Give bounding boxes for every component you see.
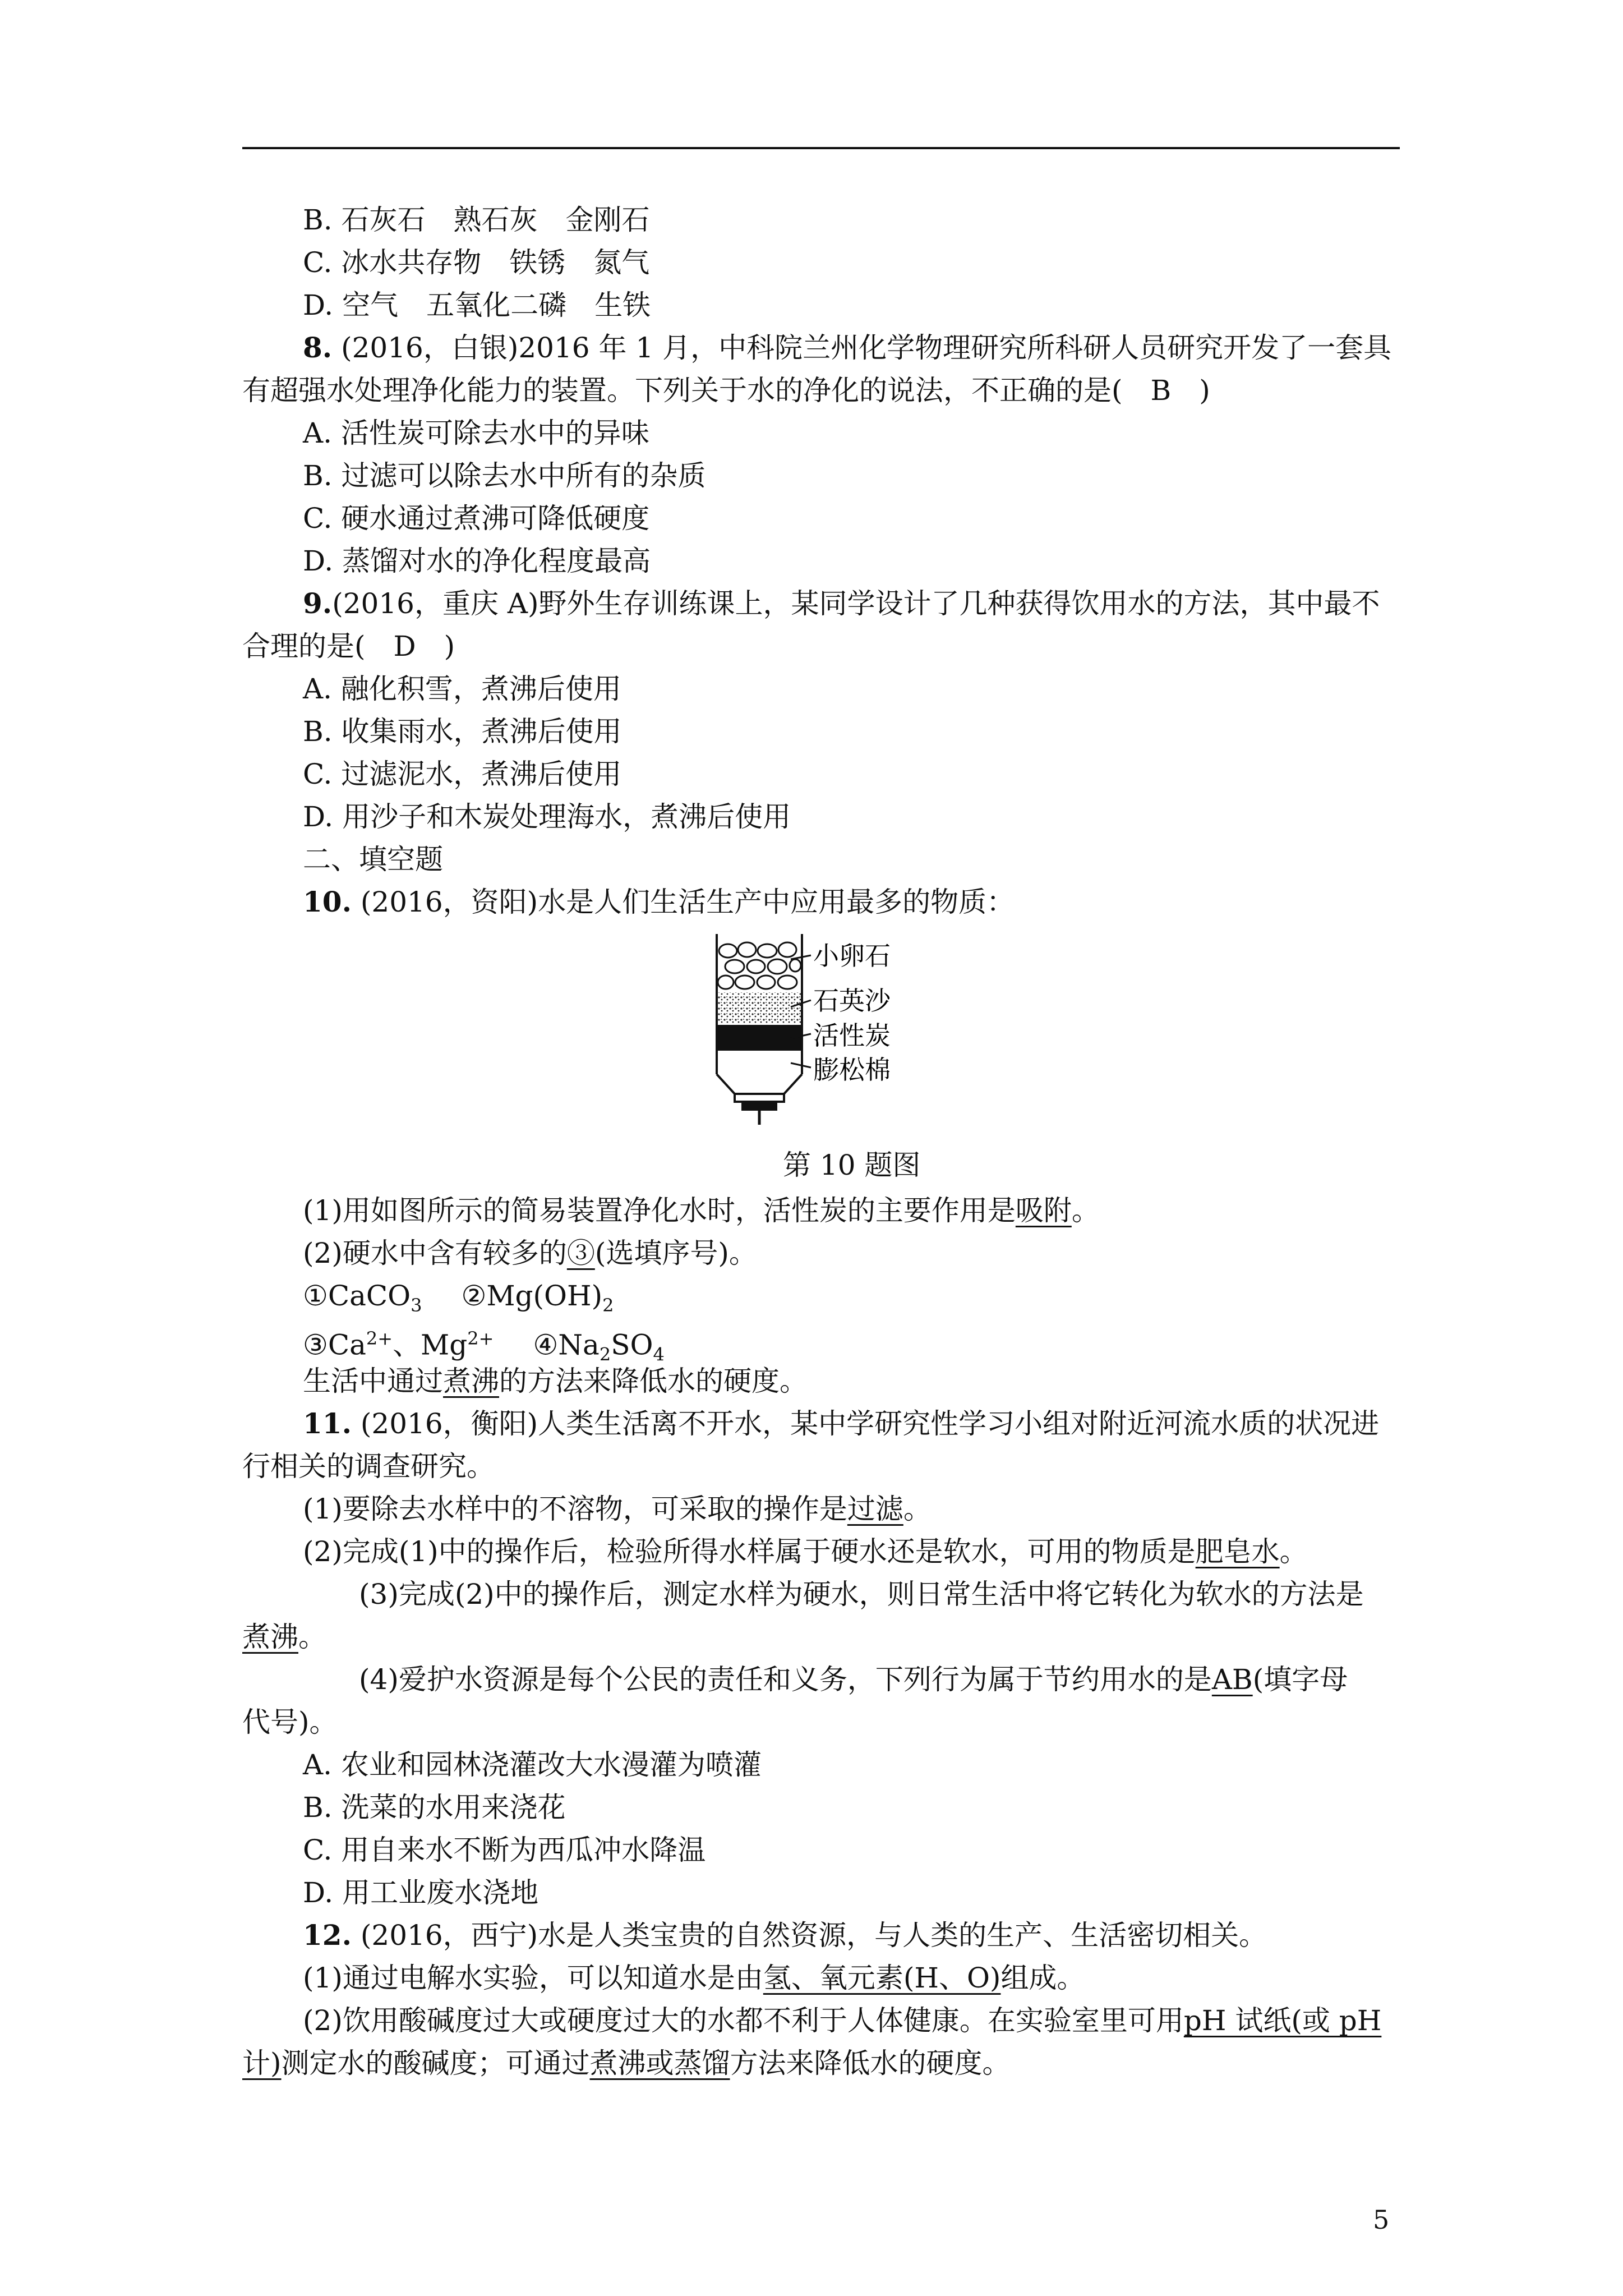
q11-option-d: D. 用工业废水浇地 (303, 1876, 539, 1909)
answer-blank: 计) (242, 2047, 282, 2079)
q11-number: 11. (303, 1407, 352, 1440)
figure-caption: 第 10 题图 (783, 1149, 921, 1181)
header-rule (242, 147, 1400, 149)
answer-blank: ③ (566, 1237, 595, 1269)
q9-option-a: A. 融化积雪，煮沸后使用 (303, 673, 621, 705)
answer-blank: 氢、氧元素(H、O) (763, 1962, 1001, 1994)
label-cotton: 膨松棉 (813, 1055, 891, 1085)
q8-option-a: A. 活性炭可除去水中的异味 (303, 417, 649, 449)
answer-blank: 煮沸 (242, 1621, 298, 1653)
label-quartz-sand: 石英沙 (813, 986, 891, 1016)
q11-option-a: A. 农业和园林浇灌改大水漫灌为喷灌 (303, 1749, 762, 1781)
q10-choices-row2: $③Ca^{2+}$、$Mg^{2+}$ $④Na_2SO_4$ (303, 1328, 665, 1365)
pebble-layer (718, 942, 801, 989)
q11-part1: (1)要除去水样中的不溶物，可采取的操作是过滤。 (303, 1493, 932, 1525)
q11-part4-line1: (4)爱护水资源是每个公民的责任和义务，下列行为属于节约用水的是AB(填字母 (359, 1663, 1348, 1696)
q8-stem-line2: 有超强水处理净化能力的装置。下列关于水的净化的说法，不正确的是( B ) (242, 374, 1210, 407)
answer-blank: 煮沸或蒸馏 (589, 2047, 730, 2079)
carbon-layer (718, 1025, 801, 1051)
answer-blank: AB (1211, 1663, 1253, 1696)
q10-part2: (2)硬水中含有较多的③(选填序号)。 (303, 1237, 757, 1269)
q12-part2-line2: 计)测定水的酸碱度；可通过煮沸或蒸馏方法来降低水的硬度。 (242, 2047, 1011, 2079)
answer-blank: 过滤 (847, 1493, 903, 1525)
q12-stem: 12. (2016，西宁)水是人类宝贵的自然资源，与人类的生产、生活密切相关。 (303, 1918, 1267, 1952)
q9-stem-line1: 9.(2016，重庆 A)野外生存训练课上，某同学设计了几种获得饮用水的方法，其中最不 (303, 587, 1380, 620)
q9-option-b: B. 收集雨水，煮沸后使用 (303, 715, 622, 748)
q11-part4-line2: 代号)。 (242, 1706, 338, 1738)
q11-part2: (2)完成(1)中的操作后，检验所得水样属于硬水还是软水，可用的物质是肥皂水。 (303, 1535, 1308, 1568)
q8-stem-line1: 8. (2016，白银)2016 年 1 月，中科院兰州化学物理研究所科研人员研究开发了一套具 (303, 331, 1392, 364)
q11-part3-line1: (3)完成(2)中的操作后，测定水样为硬水，则日常生活中将它转化为软水的方法是 (359, 1578, 1364, 1611)
q7-option-b: B. 石灰石 熟石灰 金刚石 (303, 204, 650, 236)
q11-stem-line1: 11. (2016，衡阳)人类生活离不开水，某中学研究性学习小组对附近河流水质的状况进 (303, 1407, 1380, 1440)
answer-blank: 煮沸 (443, 1365, 499, 1397)
section-heading-fill-blank: 二、填空题 (303, 843, 443, 876)
label-activated-carbon: 活性炭 (813, 1020, 891, 1051)
q11-part3-line2: 煮沸。 (242, 1621, 326, 1653)
q12-part1: (1)通过电解水实验，可以知道水是由氢、氧元素(H、O)组成。 (303, 1962, 1085, 1994)
q11-option-b: B. 洗菜的水用来浇花 (303, 1791, 566, 1824)
answer-blank: 吸附 (1015, 1194, 1072, 1227)
q8-option-d: D. 蒸馏对水的净化程度最高 (303, 545, 651, 577)
q11-stem-line2: 行相关的调查研究。 (242, 1450, 495, 1483)
q8-number: 8. (303, 331, 333, 364)
answer-blank: pH 试纸(或 pH (1183, 2004, 1382, 2037)
q10-part1: (1)用如图所示的简易装置净化水时，活性炭的主要作用是吸附。 (303, 1194, 1100, 1227)
q12-part2-line1: (2)饮用酸碱度过大或硬度过大的水都不利于人体健康。在实验室里可用pH 试纸(或 pH (303, 2004, 1382, 2037)
sand-layer (718, 992, 801, 1024)
q9-stem-line2: 合理的是( D ) (242, 630, 455, 662)
q9-number: 9. (303, 587, 333, 620)
q8-option-c: C. 硬水通过煮沸可降低硬度 (303, 502, 650, 535)
cotton-layer (718, 1051, 801, 1074)
q7-option-d: D. 空气 五氧化二磷 生铁 (303, 289, 651, 321)
q12-number: 12. (303, 1918, 352, 1952)
q7-option-c: C. 冰水共存物 铁锈 氮气 (303, 246, 650, 279)
answer-blank: 肥皂水 (1195, 1535, 1280, 1568)
q10-stem: 10. (2016，资阳)水是人们生活生产中应用最多的物质： (303, 885, 1015, 918)
page-number: 5 (1373, 2205, 1390, 2235)
q10-part3: 生活中通过煮沸的方法来降低水的硬度。 (303, 1365, 808, 1397)
q11-option-c: C. 用自来水不断为西瓜冲水降温 (303, 1834, 706, 1866)
water-filter-figure (712, 934, 948, 1128)
q10-choices-row1: ①CaCO$_3$ $②Mg(OH)_2$ (303, 1280, 614, 1316)
q10-number: 10. (303, 885, 352, 918)
q8-option-b: B. 过滤可以除去水中所有的杂质 (303, 459, 706, 492)
label-pebbles: 小卵石 (813, 941, 891, 971)
q9-option-c: C. 过滤泥水，煮沸后使用 (303, 758, 622, 790)
q9-option-d: D. 用沙子和木炭处理海水，煮沸后使用 (303, 800, 791, 833)
